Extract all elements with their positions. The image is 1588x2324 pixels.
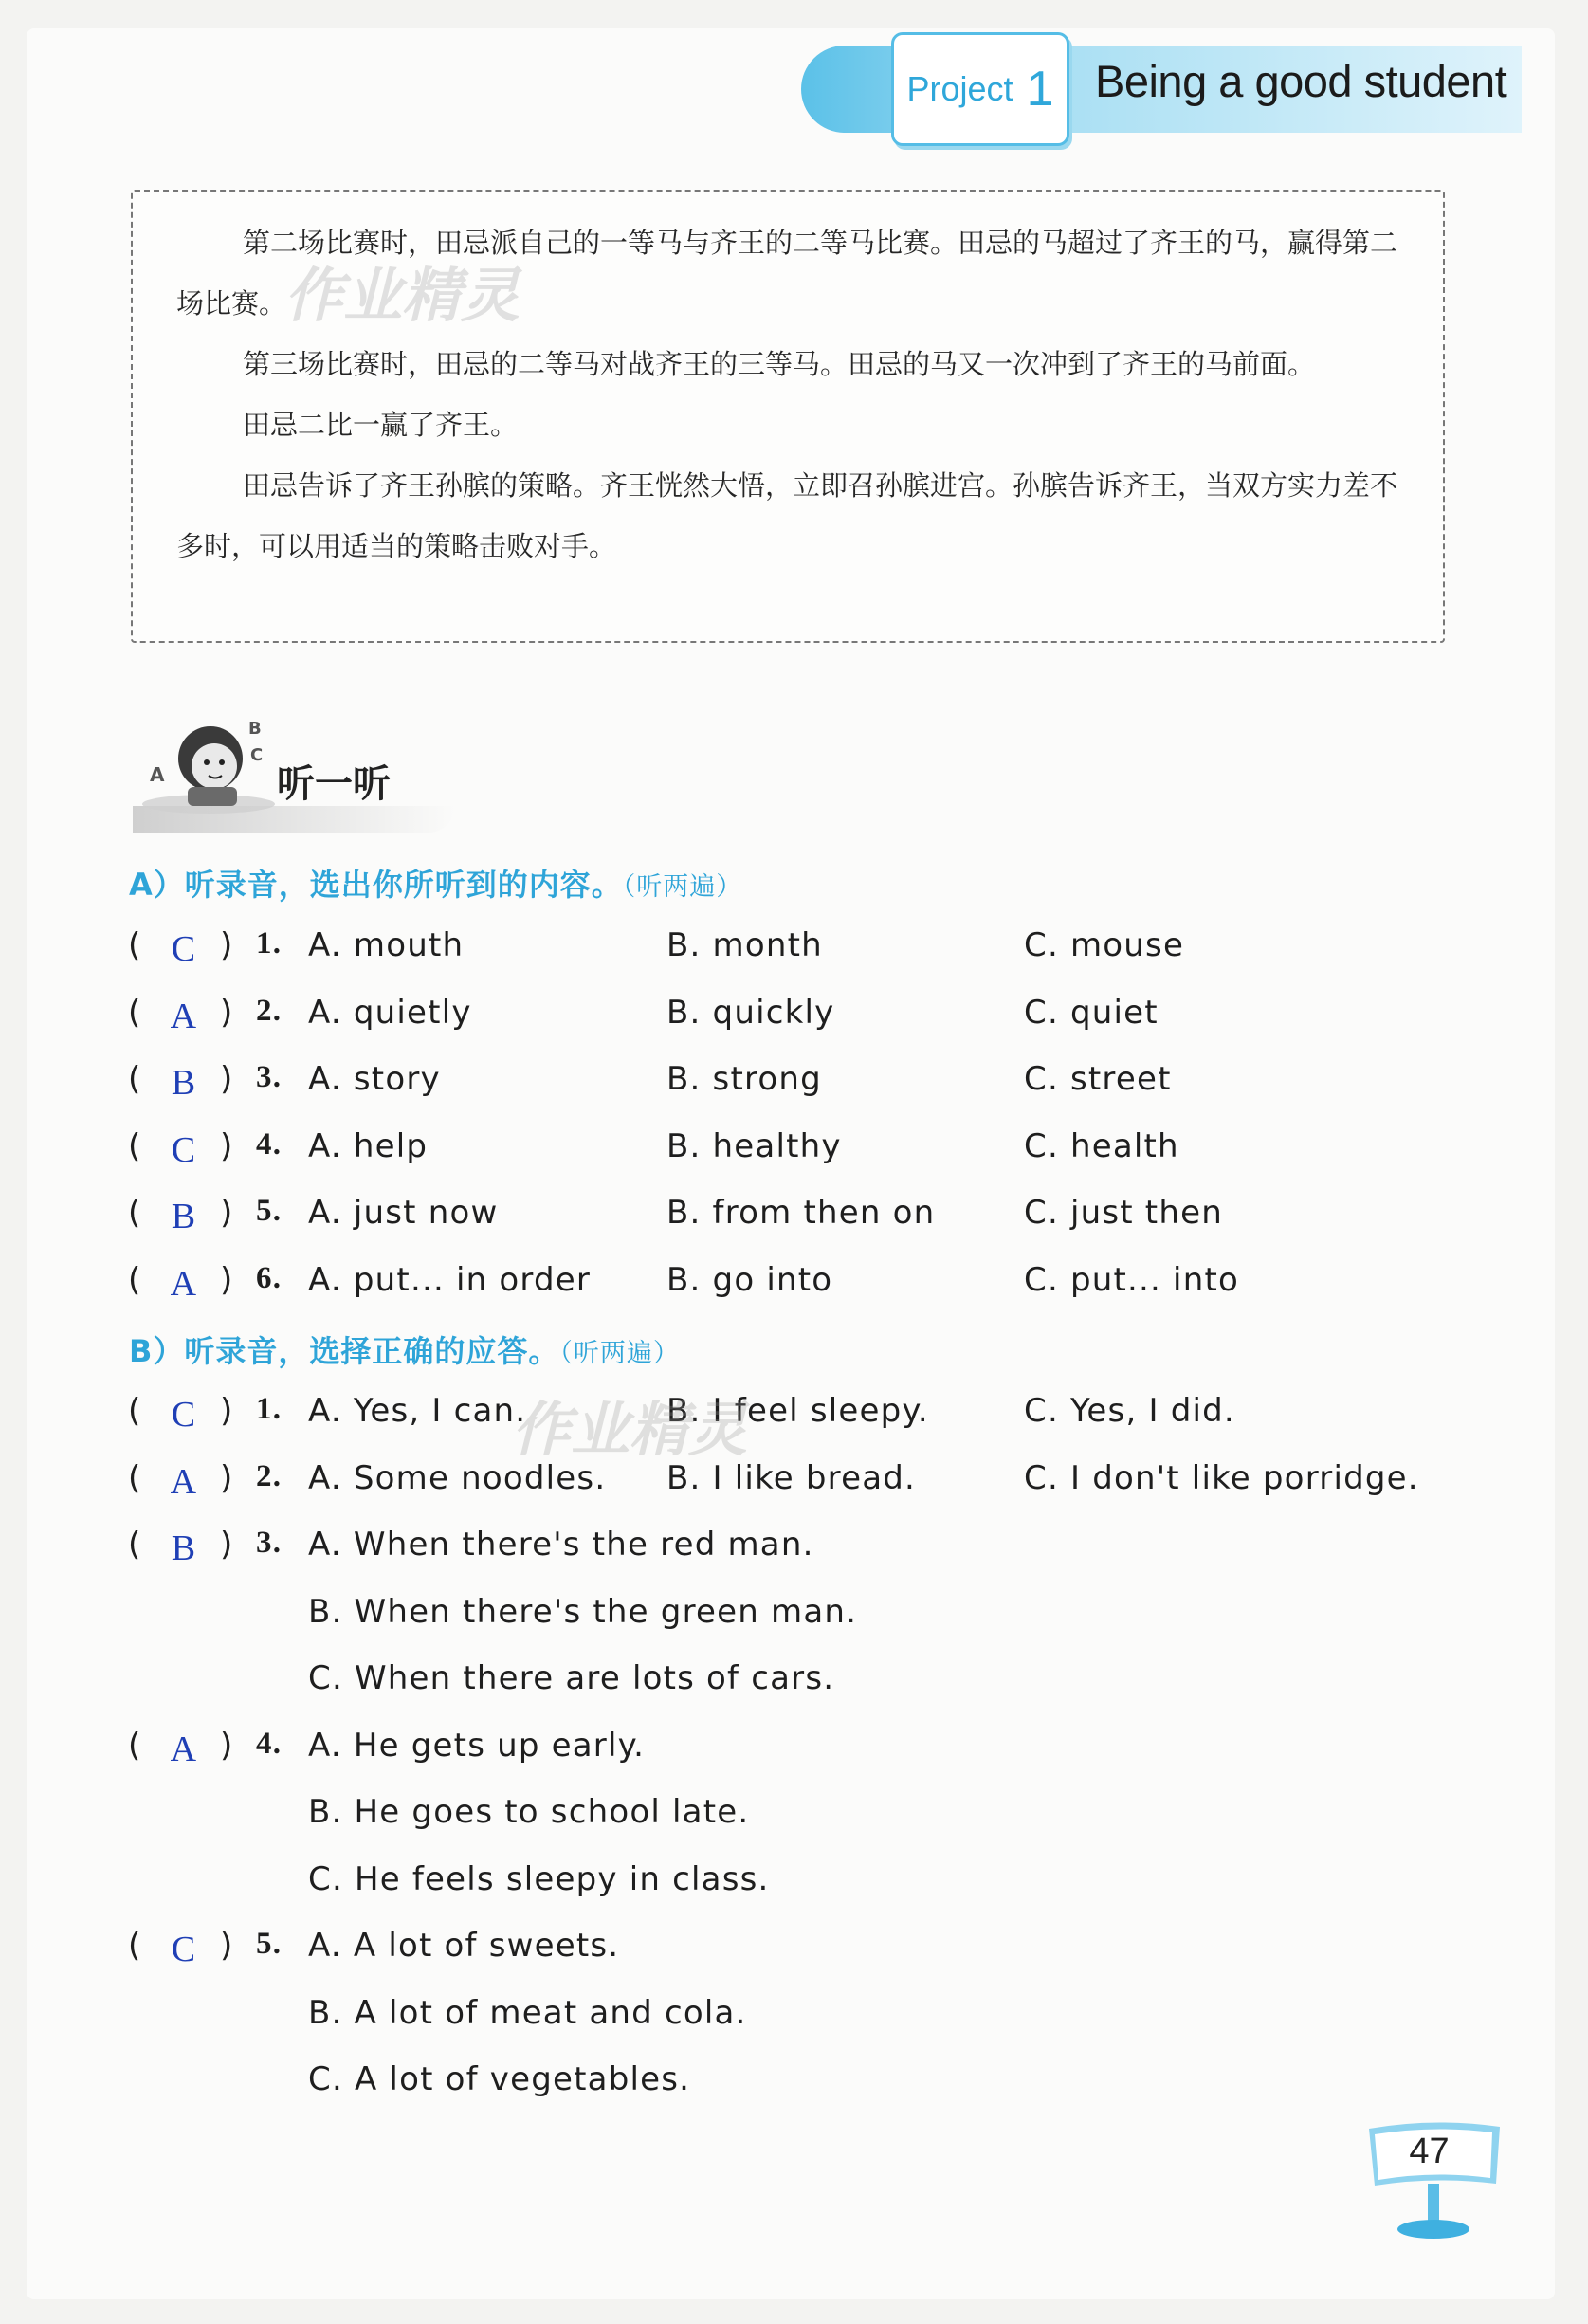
option-b: B. When there's the green man. (308, 1592, 858, 1631)
question-number: 3. (256, 1526, 283, 1560)
option-b: B. quickly (666, 993, 835, 1032)
open-paren: ( (128, 1726, 142, 1765)
answer-mark[interactable]: C (171, 1930, 197, 1969)
story-paragraph: 田忌告诉了齐王孙膑的策略。齐王恍然大悟，立即召孙膑进宫。孙膑告诉齐王，当双方实力差不多时，可以用适当的策略击败对手。 (176, 469, 1398, 562)
part-b-question-row (0, 1459, 1588, 1516)
option-c: C. When there are lots of cars. (308, 1659, 835, 1697)
section-title: 听一听 (277, 762, 391, 806)
open-paren: ( (128, 1194, 142, 1232)
question-number: 2. (256, 1458, 283, 1493)
icon-letter-a: A (150, 763, 165, 786)
part-b-note: （听两遍） (559, 1339, 680, 1368)
open-paren: ( (128, 993, 142, 1032)
option-a: A. help (308, 1126, 429, 1165)
close-paren: ) (220, 1526, 234, 1564)
page-number: 47 (1409, 2132, 1450, 2171)
question-number: 6. (256, 1260, 283, 1295)
close-paren: ) (220, 1260, 234, 1299)
open-paren: ( (128, 1458, 142, 1497)
open-paren: ( (128, 1060, 142, 1098)
option-b: B. month (666, 926, 823, 964)
close-paren: ) (220, 1194, 234, 1232)
option-a: A. Yes, I can. (308, 1392, 527, 1430)
part-a-heading (129, 861, 742, 905)
open-paren: ( (128, 926, 142, 964)
option-c: C. He feels sleepy in class. (308, 1859, 770, 1898)
question-number: 4. (256, 1726, 283, 1761)
open-paren: ( (128, 1526, 142, 1564)
story-box (131, 190, 1445, 643)
part-b-instruction: B）听录音，选择正确的应答。 (129, 1333, 560, 1369)
part-a-question-row (0, 926, 1588, 983)
project-tab (891, 32, 1069, 146)
close-paren: ) (220, 1392, 234, 1430)
question-number: 1. (256, 926, 283, 961)
story-paragraph: 第二场比赛时，田忌派自己的一等马与齐王的二等马比赛。田忌的马超过了齐王的马，赢得第二场比赛。 (176, 227, 1398, 320)
option-c: C. just then (1024, 1194, 1223, 1232)
option-a: A. Some noodles. (308, 1458, 607, 1497)
question-number: 5. (256, 1927, 283, 1961)
part-b-question-row (0, 1727, 1588, 1784)
part-b-question-row (0, 1927, 1588, 1984)
answer-mark[interactable]: C (171, 929, 197, 969)
answer-mark[interactable]: C (171, 1129, 197, 1170)
listening-kid-icon (133, 713, 284, 817)
icon-letter-c: C (250, 745, 264, 765)
answer-mark[interactable]: A (170, 1263, 198, 1304)
option-b: B. A lot of meat and cola. (308, 1993, 747, 2032)
option-c: C. quiet (1024, 993, 1159, 1032)
question-number: 1. (256, 1392, 283, 1426)
answer-mark[interactable]: A (170, 1729, 198, 1769)
part-a-question-row (0, 994, 1588, 1051)
section-heading-shadow (133, 806, 455, 833)
close-paren: ) (220, 1458, 234, 1497)
open-paren: ( (128, 1260, 142, 1299)
answer-mark[interactable]: B (171, 1528, 197, 1568)
project-number: 1 (1026, 62, 1054, 117)
option-b: B. strong (666, 1060, 822, 1098)
watermark: 作业精灵 (284, 261, 520, 330)
option-b: B. I like bread. (666, 1458, 917, 1497)
question-number: 2. (256, 993, 283, 1028)
project-word: Project (906, 69, 1013, 108)
answer-mark[interactable]: A (170, 996, 198, 1036)
option-c: C. health (1024, 1126, 1179, 1165)
option-a: A. just now (308, 1194, 499, 1232)
option-b: B. go into (666, 1260, 833, 1299)
part-a-question-row (0, 1127, 1588, 1184)
answer-mark[interactable]: C (171, 1395, 197, 1435)
option-c: C. A lot of vegetables. (308, 2060, 691, 2098)
answer-mark[interactable]: B (171, 1063, 197, 1103)
open-paren: ( (128, 1927, 142, 1965)
option-c: C. put... into (1024, 1260, 1239, 1299)
option-c: C. I don't like porridge. (1024, 1458, 1419, 1497)
option-a: A. mouth (308, 926, 465, 964)
open-paren: ( (128, 1126, 142, 1165)
answer-mark[interactable]: B (171, 1197, 197, 1236)
story-paragraph: 第三场比赛时，田忌的二等马对战齐王的三等马。田忌的马又一次冲到了齐王的马前面。 (243, 348, 1316, 380)
part-a-instruction: A）听录音，选出你所听到的内容。 (129, 867, 623, 903)
part-b-question-row (0, 1392, 1588, 1449)
answer-mark[interactable]: A (170, 1461, 198, 1502)
part-a-question-row (0, 1060, 1588, 1117)
part-b-heading (129, 1327, 680, 1371)
part-a-note: （听两遍） (622, 872, 743, 902)
unit-title: Being a good student (1095, 56, 1507, 106)
option-c: C. street (1024, 1060, 1172, 1098)
close-paren: ) (220, 1726, 234, 1765)
close-paren: ) (220, 1060, 234, 1098)
option-b: B. I feel sleepy. (666, 1392, 929, 1430)
option-c: C. mouse (1024, 926, 1185, 964)
close-paren: ) (220, 1927, 234, 1965)
icon-letter-b: B (248, 719, 262, 739)
close-paren: ) (220, 1126, 234, 1165)
part-a-question-row (0, 1194, 1588, 1251)
question-number: 3. (256, 1060, 283, 1094)
option-c: C. Yes, I did. (1024, 1392, 1235, 1430)
option-a: A. put... in order (308, 1260, 592, 1299)
close-paren: ) (220, 993, 234, 1032)
open-paren: ( (128, 1392, 142, 1430)
part-a-question-row (0, 1261, 1588, 1318)
option-a: A. quietly (308, 993, 472, 1032)
question-number: 4. (256, 1126, 283, 1162)
story-paragraph: 田忌二比一赢了齐王。 (243, 409, 519, 441)
option-a: A. When there's the red man. (308, 1526, 814, 1564)
close-paren: ) (220, 926, 234, 964)
question-number: 5. (256, 1194, 283, 1228)
option-b: B. from then on (666, 1194, 936, 1232)
option-b: B. He goes to school late. (308, 1793, 750, 1831)
watermark: 作业精灵 (512, 1395, 748, 1464)
option-a: A. He gets up early. (308, 1726, 646, 1765)
option-a: A. story (308, 1060, 441, 1098)
option-b: B. healthy (666, 1126, 842, 1165)
option-a: A. A lot of sweets. (308, 1927, 620, 1965)
